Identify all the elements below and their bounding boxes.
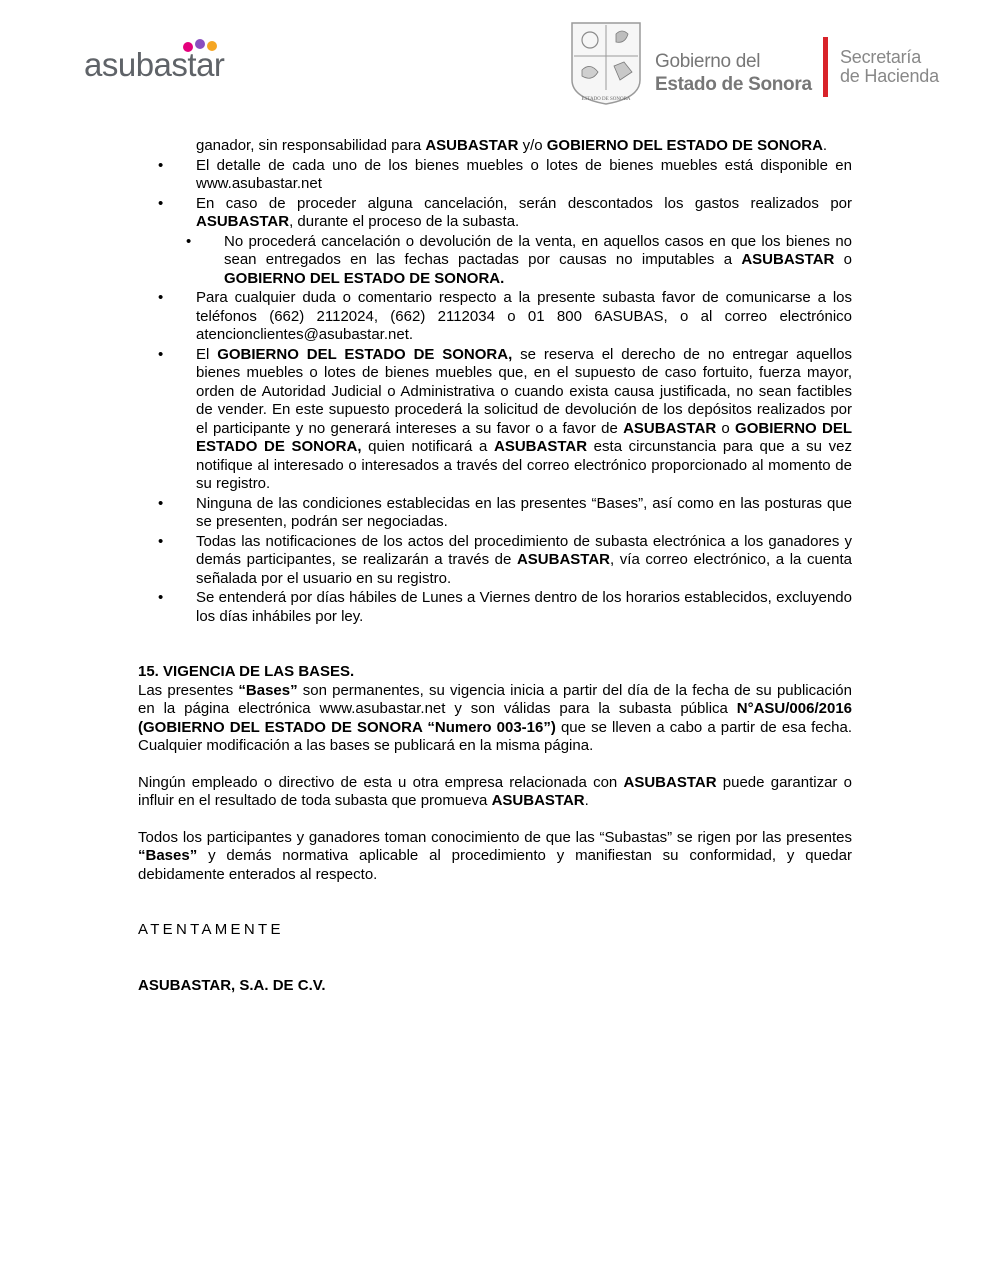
- list-item: • Para cualquier duda o comentario respecto a la presente subasta favor de comunicarse a los teléfonos (662) 2112024, (662) 2112034 o 01 800 6ASUBAS, o al correo electrónico atencionclientes@asubastar.net.: [138, 289, 852, 345]
- logo-wordmark: asubastar: [84, 46, 225, 83]
- signature-company: ASUBASTAR, S.A. DE C.V.: [138, 976, 326, 994]
- header-divider: [823, 37, 828, 97]
- salutation: ATENTAMENTE: [138, 921, 284, 938]
- paragraph-employees: Ningún empleado o directivo de esta u otra empresa relacionada con ASUBASTAR puede garantizar o influir en el resultado de toda subasta que promueva ASUBASTAR.: [138, 773, 852, 809]
- conditions-list: [138, 137, 852, 626]
- list-item: • El GOBIERNO DEL ESTADO DE SONORA, se reserva el derecho de no entregar aquellos bienes muebles o lotes de bienes muebles que, en el supuesto de caso fortuito, fuerza mayor, orden de Autoridad Judicial o Administrativa o cuando exista causa justificada, no sean factibles de vender. En este supuesto procederá la solicitud de devolución de los depósitos realizados por el participante y no generará intereses a su favor o a favor de ASUBASTAR o GOBIERNO DEL ESTADO DE SONORA, quien notificará a ASUBASTAR esta circunstancia para que a su vez notifique al interesado o interesados a través del correo electrónico proporcionado al momento de su registro.: [138, 346, 852, 494]
- sonora-seal-icon: [568, 20, 644, 106]
- government-line-2: Estado de Sonora: [655, 74, 812, 95]
- list-item: • Todas las notificaciones de los actos del procedimiento de subasta electrónica a los ganadores y demás participantes, se realizarán a través de ASUBASTAR, vía correo electrónico, a la cuenta señalada por el usuario en su registro.: [138, 533, 852, 589]
- section-title: 15. VIGENCIA DE LAS BASES.: [138, 663, 355, 680]
- government-name: [655, 50, 812, 96]
- seal-caption: ESTADO DE SONORA: [581, 97, 631, 102]
- asubastar-logo: [84, 38, 244, 88]
- secretary-line-2: de Hacienda: [840, 66, 939, 86]
- list-item: • En caso de proceder alguna cancelación, serán descontados los gastos realizados por ASUBASTAR, durante el proceso de la subasta.: [138, 195, 852, 232]
- list-item: • No procederá cancelación o devolución de la venta, en aquellos casos en que los bienes no sean entregados en las fechas pactadas por causas no imputables a ASUBASTAR o GOBIERNO DEL ESTADO DE SONORA.: [138, 233, 852, 289]
- list-item: • Ninguna de las condiciones establecidas en las presentes “Bases”, así como en las posturas que se presenten, podrán ser negociadas.: [138, 495, 852, 532]
- government-line-1: Gobierno del: [655, 51, 761, 72]
- paragraph-acknowledgement: Todos los participantes y ganadores toman conocimiento de que las “Subastas” se rigen por las presentes “Bases” y demás normativa aplicable al procedimiento y manifiestan su conformidad, y quedar debidamente enterados al respecto.: [138, 828, 852, 883]
- secretary-line-1: Secretaría: [840, 47, 922, 67]
- list-item: • El detalle de cada uno de los bienes muebles o lotes de bienes muebles está disponible en www.asubastar.net: [138, 157, 852, 194]
- document-body: [138, 137, 852, 995]
- list-item: • Se entenderá por días hábiles de Lunes a Viernes dentro de los horarios establecidos, excluyendo los días inhábiles por ley.: [138, 589, 852, 626]
- list-item: ganador, sin responsabilidad para ASUBASTAR y/o GOBIERNO DEL ESTADO DE SONORA.: [196, 137, 828, 154]
- secretary-name: [840, 48, 939, 86]
- paragraph-validity: Las presentes “Bases” son permanentes, su vigencia inicia a partir del día de la fecha de su publicación en la página electrónica www.asubastar.net y son válidas para la subasta pública N°ASU/006/2016 (GOBIERNO DEL ESTADO DE SONORA “Numero 003-16”) que se lleven a cabo a partir de esa fecha. Cualquier modificación a las bases se publicará en la misma página.: [138, 681, 852, 754]
